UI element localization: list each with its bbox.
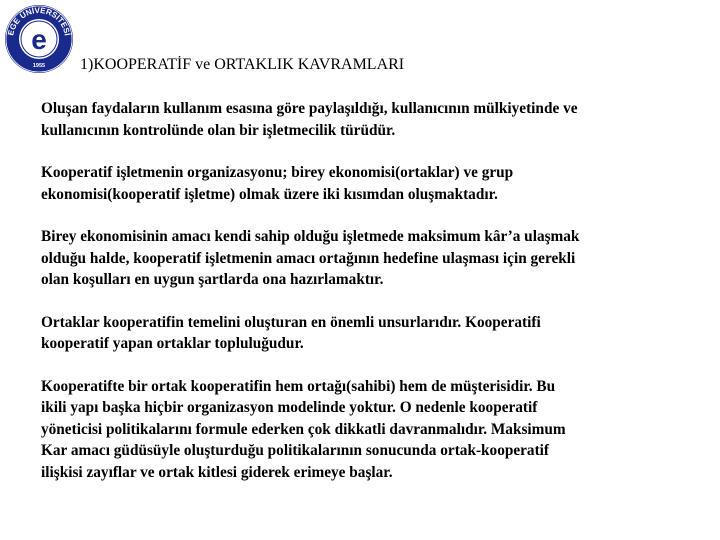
paragraph-line: Kooperatif işletmenin organizasyonu; birey ekonomisi(ortaklar) ve grup (41, 164, 514, 181)
paragraph (41, 376, 691, 484)
paragraph-line: ikili yapı başka hiçbir organizasyon modelinde yoktur. O nedenle kooperatif (41, 399, 538, 416)
paragraph-line: Kar amacı güdüsüyle oluşturduğu politikalarının sonucunda ortak-kooperatif (41, 442, 550, 459)
paragraph-line: Kooperatifte bir ortak kooperatifin hem ortağı(sahibi) hem de müşterisidir. Bu (41, 377, 556, 395)
paragraph-line: kullanıcının kontrolünde olan bir işletmecilik türüdür. (41, 121, 396, 139)
paragraph-line: Ortaklar kooperatifin temelini oluşturan en önemli unsurlarıdır. Kooperatifi (41, 313, 541, 331)
university-logo (4, 4, 74, 74)
logo-letter: e (31, 24, 47, 55)
paragraph-line: Birey ekonomisinin amacı kendi sahip olduğu işletmede maksimum kâr’a ulaşmak (41, 228, 580, 245)
paragraph (41, 98, 691, 141)
paragraph-line: olan koşulları en uygun şartlarda ona hazırlamaktır. (41, 271, 384, 288)
paragraph-line: Oluşan faydaların kullanım esasına göre paylaşıldığı, kullanıcının mülkiyetinde ve (41, 100, 578, 117)
page-title: 1)KOOPERATİF ve ORTAKLIK KAVRAMLARI (80, 56, 405, 73)
paragraph-line: ilişkisi zayıflar ve ortak kitlesi giderek erimeye başlar. (41, 463, 393, 481)
paragraph (41, 226, 691, 291)
paragraph-line: kooperatif yapan ortaklar topluluğudur. (41, 335, 304, 352)
paragraph (41, 312, 691, 355)
paragraph-line: olduğu halde, kooperatif işletmenin amacı ortağının hedefine ulaşması için gerekli (41, 249, 576, 267)
logo-year: 1955 (32, 63, 46, 69)
paragraph-line: ekonomisi(kooperatif işletme) olmak üzere iki kısımdan oluşmaktadır. (41, 185, 498, 203)
paragraph-line: yöneticisi politikalarını formule ederken çok dikkatli davranmalıdır. Maksimum (41, 420, 566, 438)
content-body (41, 98, 691, 504)
logo-ring-text: EGE ÜNİVERSİTESİ (6, 5, 72, 37)
paragraph (41, 162, 691, 205)
